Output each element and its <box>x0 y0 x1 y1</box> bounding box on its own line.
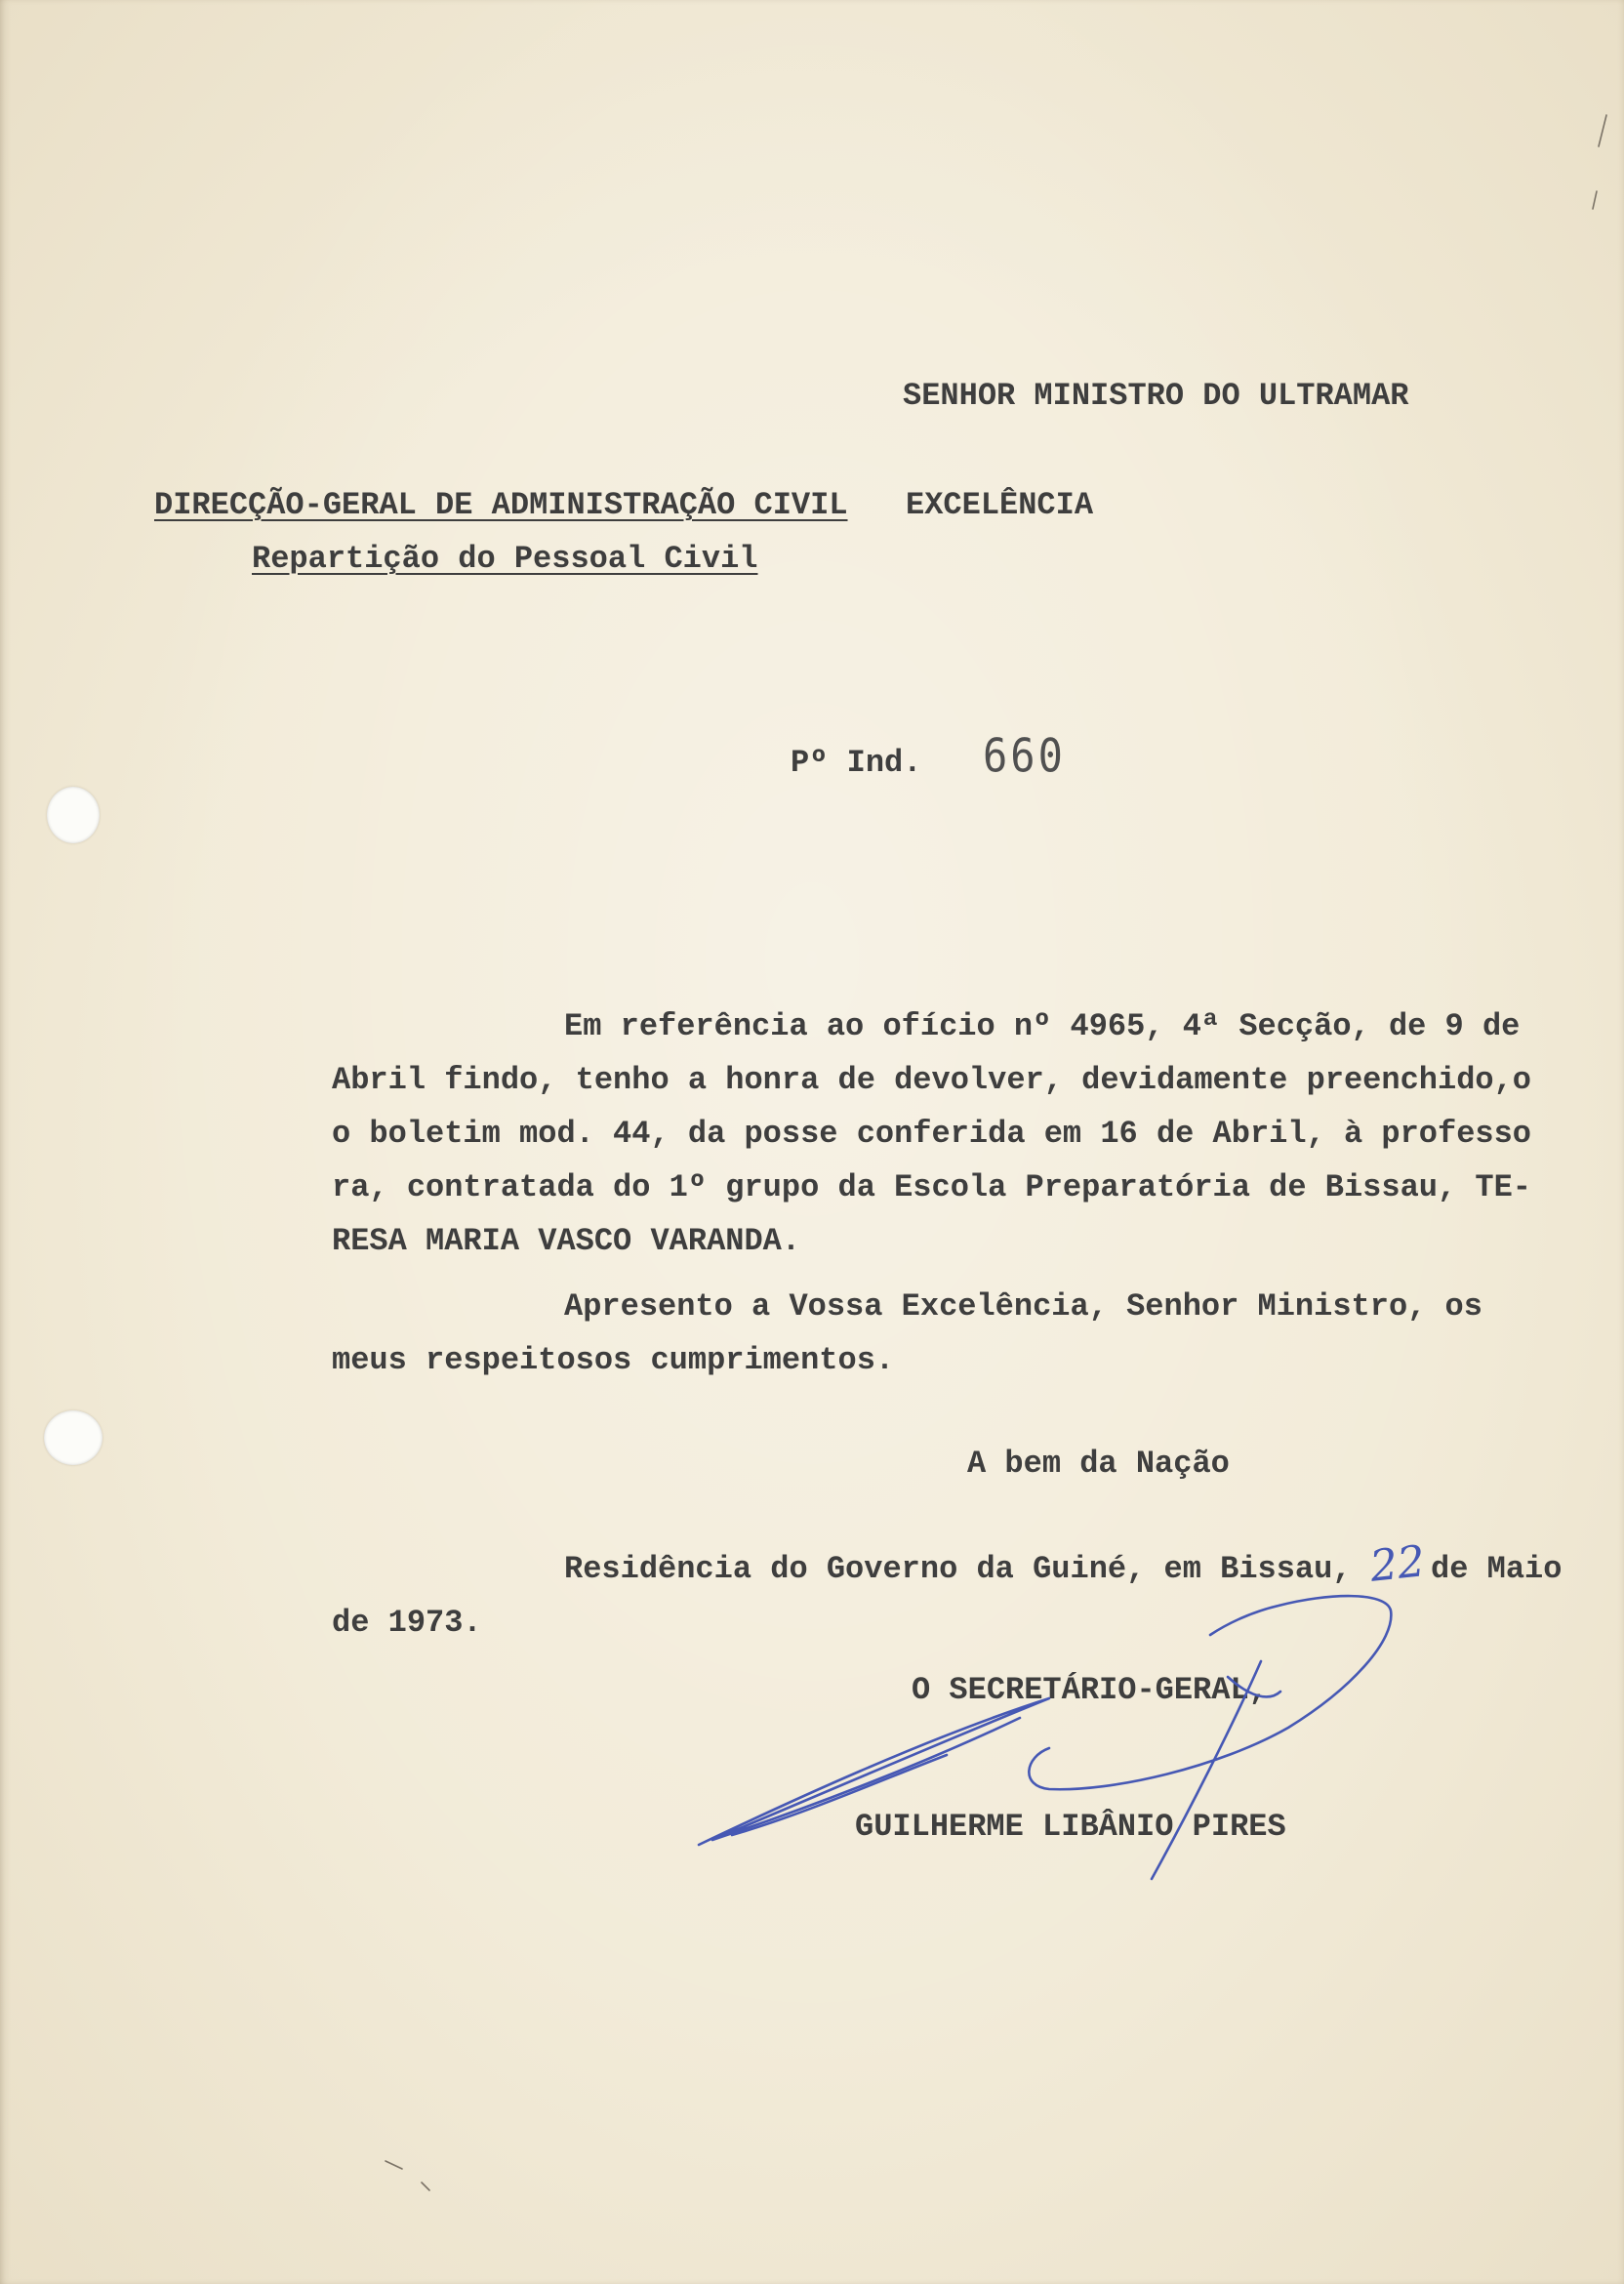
body-line: meus respeitosos cumprimentos. <box>332 1342 895 1378</box>
body-line: Em referência ao ofício nº 4965, 4ª Secção, de 9 de <box>564 1008 1521 1044</box>
closing-formula: A bem da Nação <box>967 1446 1230 1482</box>
body-paragraph-2 <box>332 1280 1482 1387</box>
punch-hole <box>44 1410 102 1465</box>
signatory-title: O SECRETÁRIO-GERAL, <box>912 1672 1268 1708</box>
signatory-name: GUILHERME LIBÂNIO PIRES <box>855 1809 1286 1845</box>
year-line: de 1973. <box>332 1605 482 1641</box>
handwritten-day: 22 <box>1367 1536 1428 1592</box>
punch-hole <box>47 787 100 843</box>
reference-number-stamp: 660 <box>983 728 1066 783</box>
reference-label: Pº Ind. <box>791 745 922 781</box>
body-line: Abril findo, tenho a honra de devolver, devidamente preenchido,o <box>332 1062 1531 1098</box>
section-heading: Repartição do Pessoal Civil <box>252 541 758 577</box>
department-heading: DIRECÇÃO-GERAL DE ADMINISTRAÇÃO CIVIL <box>154 487 848 523</box>
addressee-line: SENHOR MINISTRO DO ULTRAMAR <box>903 378 1409 414</box>
body-line: RESA MARIA VASCO VARANDA. <box>332 1223 801 1259</box>
body-paragraph-1 <box>332 999 1531 1268</box>
salutation: EXCELÊNCIA <box>906 487 1094 523</box>
body-line: Apresento a Vossa Excelência, Senhor Ministro, os <box>564 1288 1482 1325</box>
place-date-month: de Maio <box>1431 1551 1563 1587</box>
body-line: ra, contratada do 1º grupo da Escola Preparatória de Bissau, TE- <box>332 1169 1531 1205</box>
body-line: o boletim mod. 44, da posse conferida em 16 de Abril, à professo <box>332 1116 1531 1152</box>
place-date-prefix: Residência do Governo da Guiné, em Bissau, <box>564 1551 1352 1587</box>
